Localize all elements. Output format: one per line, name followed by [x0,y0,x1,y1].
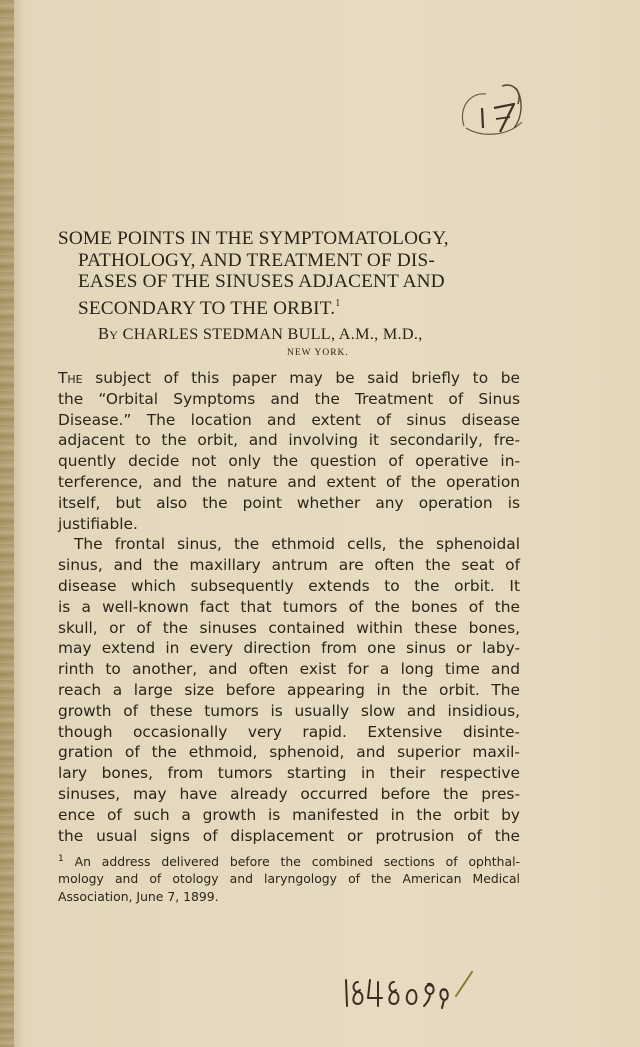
text-line: sinus, and the maxillary antrum are often the seat of [58,556,520,575]
text-line: the “Orbital Symptoms and the Treatment of Sinus [58,389,520,408]
binding-edge [0,0,14,1047]
paragraph-lead-word: The [58,369,83,387]
text-line: rinth to another, and often exist for a long time and [58,660,520,679]
footnote [58,851,520,905]
text-line: though occasionally very rapid. Extensive disinte- [58,722,520,741]
text-line: skull, or of the sinuses contained within these bones, [58,618,520,637]
footnote-line: Association, June 7, 1899. [58,888,219,904]
text-line: is a well-known fact that tumors of the bones of the [58,597,520,616]
text-line: the usual signs of displacement or protrusion of the [58,826,520,845]
article-title [58,228,598,319]
title-line: SOME POINTS IN THE SYMPTOMATOLOGY, [58,228,449,249]
footnote-line: mology and of otology and laryngology of the American Medical [58,871,520,887]
text-line: justifiable. [58,514,138,533]
paragraph [58,534,520,846]
byline-prefix: By [98,324,119,343]
text-line: adjacent to the orbit, and involving it secondarily, fre- [58,431,520,450]
catalog-number-text [478,968,479,969]
footnote-mark: 1 [58,854,64,864]
handwritten-catalog-number [338,968,478,1012]
text-line: disease which subsequently extends to the orbit. It [58,576,520,595]
text-line: ence of such a growth is manifested in the orbit by [58,805,520,824]
text-line: growth of these tumors is usually slow and insidious, [58,701,520,720]
text-line: may extend in every direction from one sinus or laby- [58,639,520,658]
text-line: The frontal sinus, the ethmoid cells, the sphenoidal [74,535,520,554]
text-line: itself, but also the point whether any operation is [58,493,520,512]
title-line: EASES OF THE SINUSES ADJACENT AND [78,271,445,292]
author-byline [98,324,423,344]
handwritten-accession-number-icon [338,968,478,1012]
footnote-line: An address delivered before the combined sections of ophthal- [63,854,520,869]
text-line: reach a large size before appearing in the orbit. The [58,680,520,699]
title-line: PATHOLOGY, AND TREATMENT OF DIS- [78,249,435,271]
text-line: Disease.” The location and extent of sinus disease [58,410,520,429]
footnote-reference: 1 [335,297,341,309]
author-location: NEW YORK. [287,348,349,358]
text-line: gration of the ethmoid, sphenoid, and superior maxil- [58,743,520,762]
text-line: subject of this paper may be said briefly to be [82,369,520,387]
author-name: CHARLES STEDMAN BULL, A.M., M.D., [122,325,423,343]
text-line: lary bones, from tumors starting in their respective [58,764,520,783]
text-line: terference, and the nature and extent of the operation [58,472,520,491]
article-body [58,368,520,846]
handwritten-number-stamp [452,78,542,144]
handwritten-seventeen-icon [452,78,542,144]
text-line: quently decide not only the question of operative in- [58,452,520,471]
title-line: SECONDARY TO THE ORBIT. [78,297,336,319]
paragraph [58,368,520,534]
text-line: sinuses, may have already occurred before the pres- [58,784,520,803]
